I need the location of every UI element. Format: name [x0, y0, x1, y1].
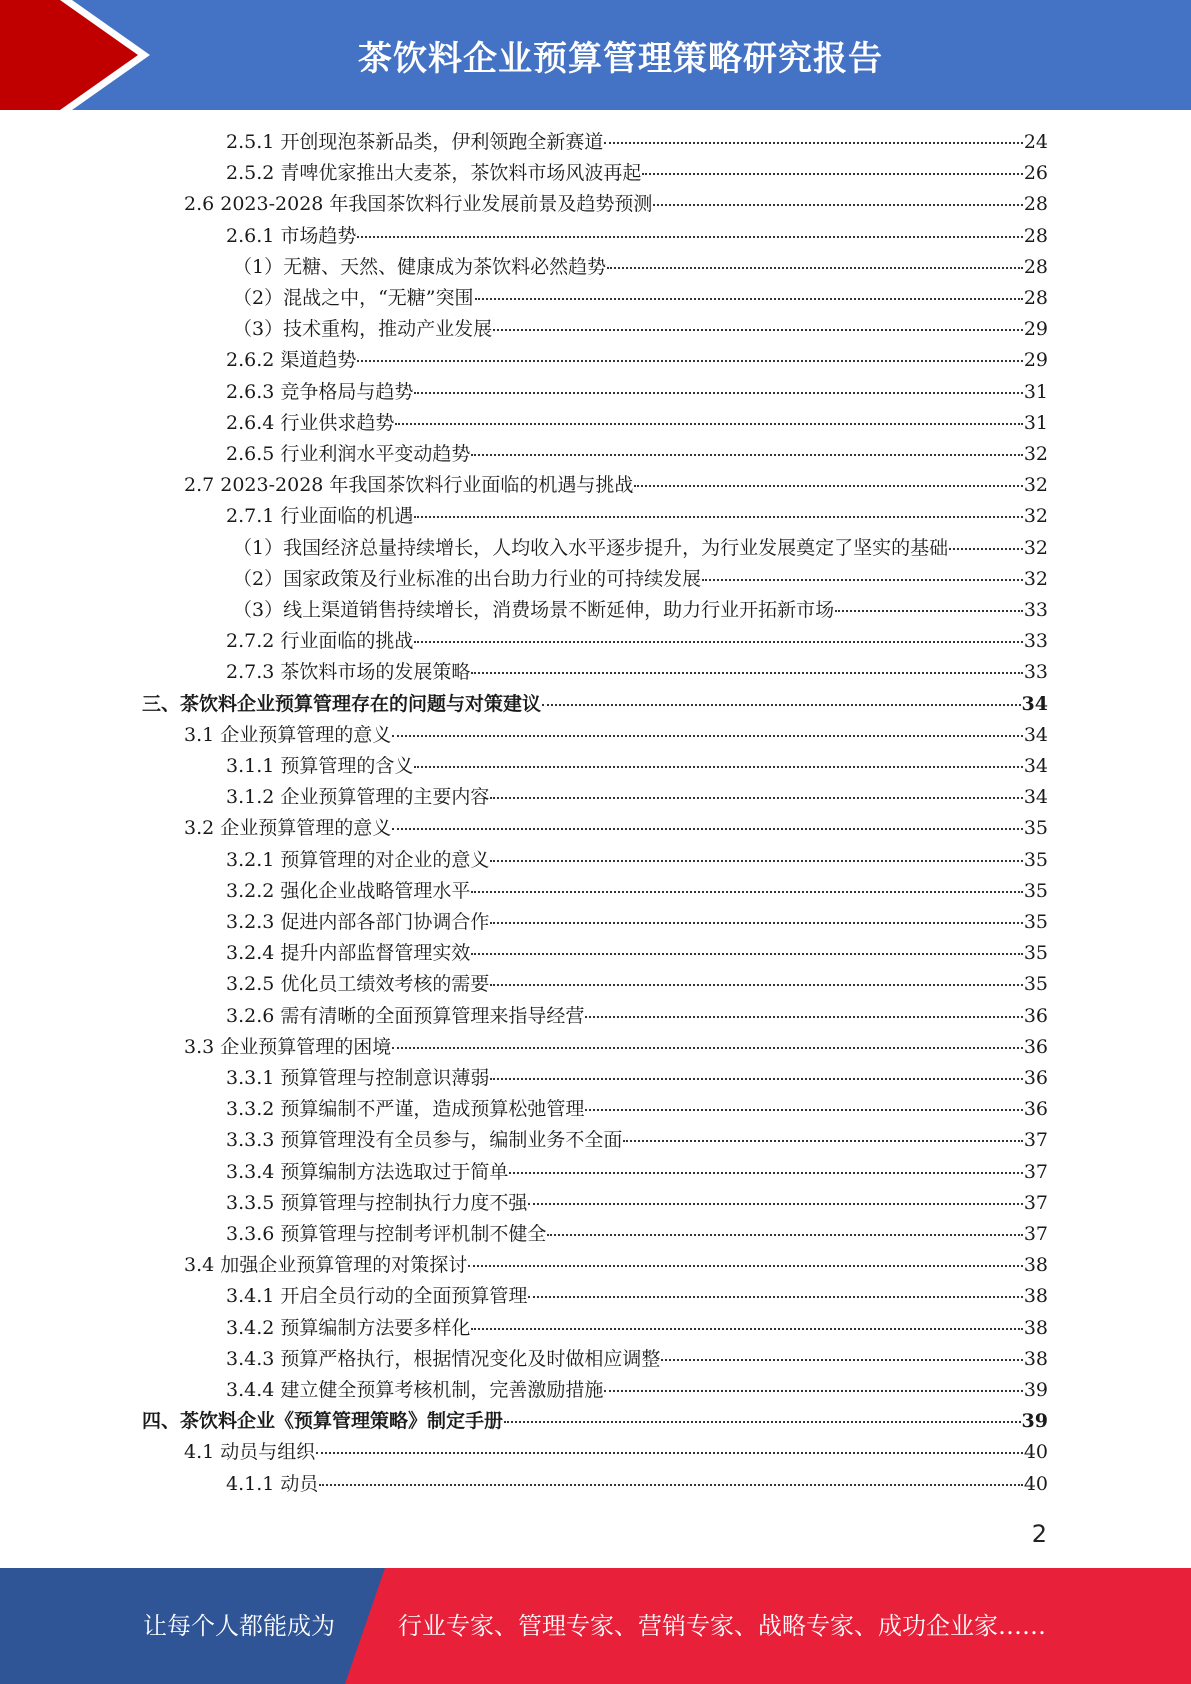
toc-entry[interactable]: [226, 1313, 1048, 1344]
toc-entry-page: 31: [1023, 411, 1048, 434]
toc-dot-leader: [835, 610, 1023, 612]
toc-dot-leader: [319, 1484, 1022, 1486]
toc-entry[interactable]: [184, 189, 1048, 220]
toc-dot-leader: [357, 236, 1022, 238]
toc-dot-leader: [475, 298, 1023, 300]
toc-entry-page: 36: [1023, 1067, 1048, 1089]
toc-entry[interactable]: [142, 689, 1048, 720]
toc-entry[interactable]: [142, 1406, 1048, 1437]
toc-dot-leader: [623, 1140, 1022, 1142]
toc-entry-title: 4.1 动员与组织: [184, 1441, 316, 1464]
toc-entry[interactable]: [226, 969, 1048, 1000]
toc-entry[interactable]: [226, 657, 1048, 688]
toc-entry-title: 3.3 企业预算管理的困境: [184, 1035, 392, 1058]
toc-dot-leader: [414, 641, 1022, 643]
document-title: 茶饮料企业预算管理策略研究报告: [358, 38, 883, 79]
page-number: 2: [1031, 1520, 1047, 1548]
toc-entry[interactable]: [226, 626, 1048, 657]
toc-entry[interactable]: [226, 158, 1048, 189]
toc-entry[interactable]: [226, 907, 1048, 938]
toc-entry-page: 32: [1023, 567, 1048, 590]
toc-entry[interactable]: [226, 1063, 1048, 1094]
toc-entry-page: 37: [1023, 1160, 1048, 1183]
toc-entry-title: 3.1.1 预算管理的含义: [226, 755, 414, 777]
toc-entry[interactable]: [184, 813, 1048, 844]
toc-dot-leader: [504, 1421, 1021, 1423]
toc-entry-title: 3.3.3 预算管理没有全员参与，编制业务不全面: [226, 1129, 623, 1152]
toc-entry-title: （2）混战之中，“无糖”突围: [233, 287, 474, 309]
toc-entry-page: 32: [1023, 474, 1048, 497]
toc-dot-leader: [490, 860, 1022, 862]
toc-entry-page: 31: [1023, 380, 1048, 403]
footer-slogan-right: 行业专家、管理专家、营销专家、战略专家、成功企业家……: [398, 1612, 1046, 1640]
toc-entry-title: 3.4.4 建立健全预算考核机制，完善激励措施: [226, 1379, 604, 1401]
toc-entry-title: 2.5.1 开创现泡茶新品类，伊利领跑全新赛道: [226, 131, 604, 153]
toc-dot-leader: [949, 548, 1023, 550]
toc-dot-leader: [392, 1047, 1023, 1049]
toc-entry-page: 32: [1023, 536, 1048, 559]
toc-dot-leader: [414, 766, 1022, 768]
toc-entry-title: 四、茶饮料企业《预算管理策略》制定手册: [142, 1410, 504, 1433]
toc-entry-page: 26: [1023, 162, 1048, 185]
toc-entry[interactable]: [226, 1281, 1048, 1312]
toc-entry-page: 28: [1023, 224, 1048, 247]
toc-dot-leader: [414, 392, 1022, 394]
toc-entry-title: 3.4.2 预算编制方法要多样化: [226, 1316, 471, 1339]
toc-entry[interactable]: [233, 314, 1048, 345]
toc-entry[interactable]: [184, 1032, 1048, 1063]
toc-entry-page: 35: [1023, 879, 1048, 902]
toc-dot-leader: [471, 672, 1022, 674]
toc-dot-leader: [542, 704, 1021, 706]
toc-entry-title: 3.3.6 预算管理与控制考评机制不健全: [226, 1223, 547, 1245]
toc-entry-title: 2.6.2 渠道趋势: [226, 349, 357, 372]
toc-dot-leader: [604, 142, 1022, 144]
toc-dot-leader: [528, 1203, 1022, 1205]
toc-entry[interactable]: [226, 345, 1048, 376]
toc-dot-leader: [661, 1359, 1022, 1361]
toc-dot-leader: [395, 423, 1022, 425]
toc-dot-leader: [392, 828, 1023, 830]
toc-entry[interactable]: [184, 470, 1048, 501]
toc-entry[interactable]: [233, 564, 1048, 595]
toc-dot-leader: [585, 1109, 1022, 1111]
toc-entry-title: 2.7 2023-2028 年我国茶饮料行业面临的机遇与挑战: [184, 474, 634, 497]
toc-entry-page: 34: [1023, 723, 1048, 746]
page-header: [0, 0, 1191, 110]
toc-entry[interactable]: [233, 252, 1048, 283]
toc-dot-leader: [585, 1016, 1022, 1018]
toc-dot-leader: [471, 953, 1022, 955]
toc-dot-leader: [642, 173, 1022, 175]
toc-entry-title: 3.2.4 提升内部监督管理实效: [226, 942, 471, 965]
toc-entry-title: 2.7.2 行业面临的挑战: [226, 630, 414, 653]
toc-entry-page: 37: [1023, 1223, 1048, 1245]
toc-entry[interactable]: [233, 595, 1048, 626]
toc-entry-title: 3.3.5 预算管理与控制执行力度不强: [226, 1191, 528, 1214]
toc-entry-page: 36: [1023, 1098, 1048, 1121]
toc-entry-page: 32: [1023, 443, 1048, 465]
toc-dot-leader: [357, 360, 1022, 362]
page-footer: [0, 1568, 1191, 1684]
toc-dot-leader: [490, 1078, 1022, 1080]
toc-entry-page: 28: [1023, 255, 1048, 278]
toc-entry-title: （3）线上渠道销售持续增长，消费场景不断延伸，助力行业开拓新市场: [233, 599, 835, 621]
toc-entry[interactable]: [226, 1188, 1048, 1219]
toc-entry[interactable]: [226, 845, 1048, 876]
toc-dot-leader: [509, 1172, 1022, 1174]
toc-entry-page: 33: [1023, 630, 1048, 653]
toc-entry[interactable]: [226, 1219, 1048, 1250]
toc-dot-leader: [490, 984, 1022, 986]
toc-entry-page: 35: [1023, 973, 1048, 996]
toc-dot-leader: [471, 1328, 1022, 1330]
toc-entry-page: 32: [1023, 505, 1048, 528]
toc-entry-title: 2.6.1 市场趋势: [226, 224, 357, 247]
toc-entry-page: 38: [1023, 1347, 1048, 1370]
toc-dot-leader: [471, 454, 1022, 456]
toc-entry-page: 40: [1023, 1441, 1048, 1464]
toc-entry-page: 34: [1023, 786, 1048, 809]
toc-entry-page: 38: [1023, 1316, 1048, 1339]
toc-entry[interactable]: [226, 1125, 1048, 1156]
toc-entry[interactable]: [226, 1094, 1048, 1125]
toc-entry-page: 24: [1023, 131, 1048, 153]
toc-entry-title: 3.2.1 预算管理的对企业的意义: [226, 848, 490, 871]
toc-dot-leader: [468, 1265, 1023, 1267]
toc-entry[interactable]: [184, 1250, 1048, 1281]
toc-entry-page: 28: [1023, 193, 1048, 216]
toc-dot-leader: [634, 485, 1022, 487]
toc-dot-leader: [547, 1234, 1022, 1236]
toc-entry-title: 2.5.2 青啤优家推出大麦茶，茶饮料市场风波再起: [226, 162, 642, 185]
toc-entry[interactable]: [226, 1469, 1048, 1500]
toc-entry-page: 29: [1023, 349, 1048, 372]
toc-entry-title: （1）我国经济总量持续增长，人均收入水平逐步提升，为行业发展奠定了坚实的基础: [233, 536, 949, 559]
toc-dot-leader: [702, 579, 1023, 581]
toc-entry[interactable]: [226, 782, 1048, 813]
toc-dot-leader: [493, 329, 1023, 331]
toc-entry-title: 3.2.5 优化员工绩效考核的需要: [226, 973, 490, 996]
toc-entry-page: 34: [1023, 755, 1048, 777]
toc-entry-page: 35: [1023, 848, 1048, 871]
toc-entry[interactable]: [226, 377, 1048, 408]
toc-entry-title: 2.7.3 茶饮料市场的发展策略: [226, 661, 471, 684]
toc-dot-leader: [471, 891, 1022, 893]
toc-entry-title: 3.2 企业预算管理的意义: [184, 817, 392, 840]
toc-entry-title: 3.2.6 需有清晰的全面预算管理来指导经营: [226, 1004, 585, 1027]
toc-entry[interactable]: [226, 501, 1048, 532]
toc-dot-leader: [414, 516, 1022, 518]
toc-entry[interactable]: [233, 533, 1048, 564]
toc-entry-page: 39: [1021, 1410, 1048, 1433]
toc-entry-title: 3.4 加强企业预算管理的对策探讨: [184, 1254, 468, 1277]
toc-entry[interactable]: [226, 1375, 1048, 1406]
toc-entry-page: 35: [1023, 942, 1048, 965]
toc-entry-title: 3.4.1 开启全员行动的全面预算管理: [226, 1285, 528, 1308]
toc-entry[interactable]: [226, 439, 1048, 470]
toc-dot-leader: [490, 797, 1022, 799]
toc-entry-page: 34: [1021, 692, 1048, 715]
toc-entry[interactable]: [226, 938, 1048, 969]
toc-dot-leader: [316, 1452, 1023, 1454]
toc-entry-title: 3.2.2 强化企业战略管理水平: [226, 879, 471, 902]
toc-entry-page: 33: [1023, 661, 1048, 684]
toc-entry-title: 3.1 企业预算管理的意义: [184, 723, 392, 746]
toc-entry[interactable]: [226, 221, 1048, 252]
toc-entry-page: 36: [1023, 1004, 1048, 1027]
toc-entry-page: 33: [1023, 599, 1048, 621]
toc-entry-title: 3.4.3 预算严格执行，根据情况变化及时做相应调整: [226, 1347, 661, 1370]
toc-entry[interactable]: [226, 751, 1048, 782]
toc-entry[interactable]: [184, 720, 1048, 751]
toc-dot-leader: [653, 204, 1022, 206]
toc-entry-page: 37: [1023, 1191, 1048, 1214]
toc-entry-page: 28: [1023, 287, 1048, 309]
toc-entry-title: （1）无糖、天然、健康成为茶饮料必然趋势: [233, 255, 607, 278]
toc-entry-title: （3）技术重构，推动产业发展: [233, 318, 493, 341]
toc-entry[interactable]: [226, 1157, 1048, 1188]
toc-entry-title: 3.3.4 预算编制方法选取过于简单: [226, 1160, 509, 1183]
toc-entry-page: 39: [1023, 1379, 1048, 1401]
toc-entry-title: 2.6 2023-2028 年我国茶饮料行业发展前景及趋势预测: [184, 193, 653, 216]
toc-entry-page: 38: [1023, 1254, 1048, 1277]
toc-entry-page: 29: [1023, 318, 1048, 341]
toc-entry[interactable]: [184, 1437, 1048, 1468]
toc-entry-page: 38: [1023, 1285, 1048, 1308]
toc-entry-title: 4.1.1 动员: [226, 1472, 319, 1495]
footer-slogan-left: 让每个人都能成为: [143, 1612, 335, 1640]
toc-entry[interactable]: [226, 408, 1048, 439]
toc-dot-leader: [392, 735, 1023, 737]
toc-dot-leader: [607, 267, 1023, 269]
toc-entry[interactable]: [226, 1344, 1048, 1375]
toc-entry[interactable]: [226, 127, 1048, 158]
toc-entry-title: （2）国家政策及行业标准的出台助力行业的可持续发展: [233, 567, 702, 590]
toc-entry-page: 40: [1023, 1472, 1048, 1495]
toc-entry-title: 2.6.5 行业利润水平变动趋势: [226, 443, 471, 465]
toc-entry-page: 35: [1023, 817, 1048, 840]
toc-entry-title: 2.6.3 竞争格局与趋势: [226, 380, 414, 403]
toc-entry-title: 3.2.3 促进内部各部门协调合作: [226, 911, 490, 933]
toc-entry-title: 三、茶饮料企业预算管理存在的问题与对策建议: [142, 692, 542, 715]
toc-dot-leader: [490, 922, 1022, 924]
toc-entry-page: 35: [1023, 911, 1048, 933]
toc-dot-leader: [604, 1390, 1022, 1392]
toc-entry[interactable]: [226, 1001, 1048, 1032]
toc-entry-title: 3.3.1 预算管理与控制意识薄弱: [226, 1067, 490, 1089]
toc-entry-title: 2.6.4 行业供求趋势: [226, 411, 395, 434]
toc-dot-leader: [528, 1296, 1022, 1298]
toc-entry-page: 37: [1023, 1129, 1048, 1152]
toc-entry-page: 36: [1023, 1035, 1048, 1058]
toc-entry-title: 3.3.2 预算编制不严谨，造成预算松弛管理: [226, 1098, 585, 1121]
toc-entry[interactable]: [233, 283, 1048, 314]
toc-entry[interactable]: [226, 876, 1048, 907]
toc-entry-title: 3.1.2 企业预算管理的主要内容: [226, 786, 490, 809]
toc-entry-title: 2.7.1 行业面临的机遇: [226, 505, 414, 528]
